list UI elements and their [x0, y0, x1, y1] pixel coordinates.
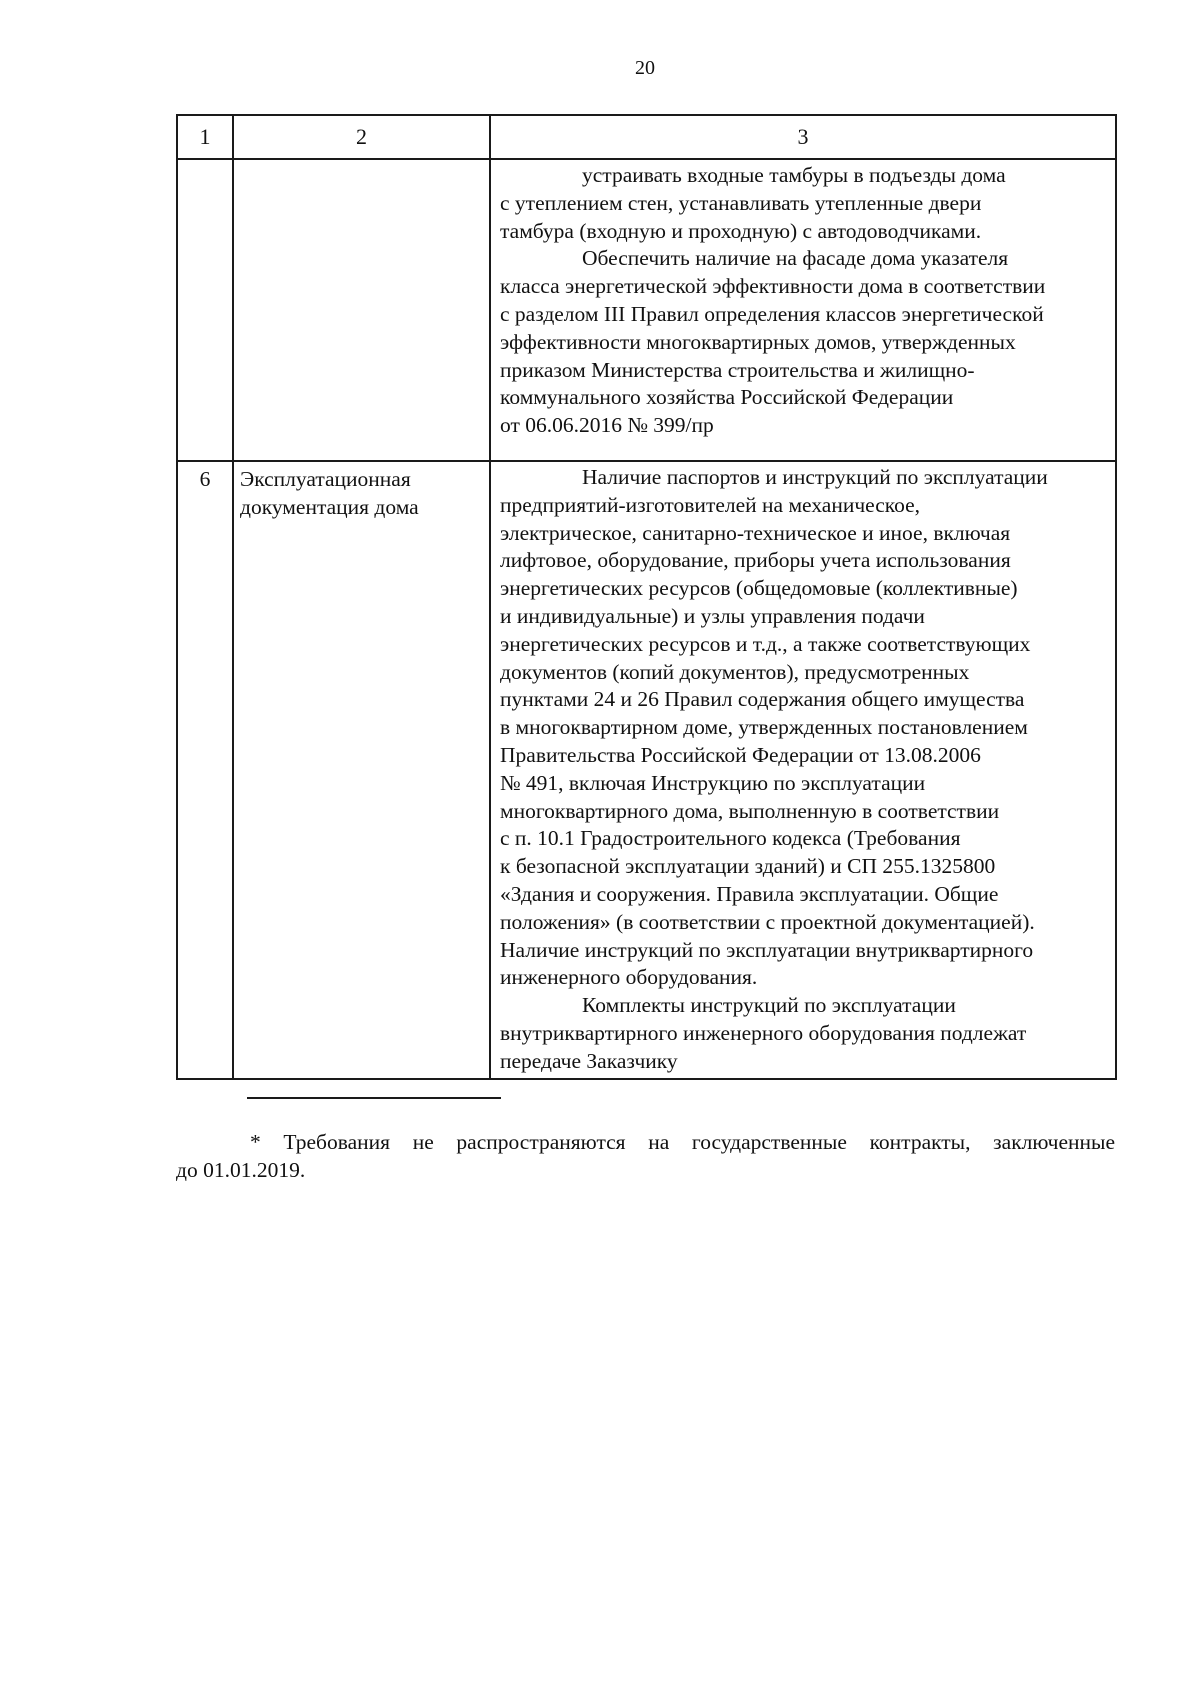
table-row: [177, 159, 1116, 461]
text-line: эффективности многоквартирных домов, утвержденных: [500, 329, 1016, 354]
footnote: [176, 1128, 1115, 1184]
text-line: Обеспечить наличие на фасаде дома указателя: [582, 246, 1009, 271]
text-line: Наличие инструкций по эксплуатации внутриквартирного: [500, 937, 1034, 962]
text-line: приказом Министерства строительства и жилищно-: [500, 357, 975, 382]
row-text-cell: [490, 159, 1116, 461]
table-header-row: [177, 115, 1116, 159]
text-line: передаче Заказчику: [500, 1048, 678, 1073]
text-line: класса энергетической эффективности дома в соответствии: [500, 274, 1046, 299]
text-line: пунктами 24 и 26 Правил содержания общего имущества: [500, 687, 1025, 712]
text-line: многоквартирного дома, выполненную в соответствии: [500, 798, 1000, 823]
column-header-1: 1: [177, 115, 233, 159]
text-line: документов (копий документов), предусмотренных: [500, 659, 970, 684]
text-line: коммунального хозяйства Российской Федерации: [500, 385, 954, 410]
text-line: от 06.06.2016 № 399/пр: [500, 413, 714, 438]
text-line: в многоквартирном доме, утвержденных постановлением: [500, 715, 1028, 740]
text-line: Правительства Российской Федерации от 13.08.2006: [500, 742, 981, 767]
row-name-cell: Эксплуатационная документация дома: [233, 461, 490, 1079]
text-line: тамбура (входную и проходную) с автодоводчиками.: [500, 218, 982, 243]
text-line: с разделом III Правил определения классов энергетической: [500, 301, 1044, 326]
text-line: предприятий-изготовителей на механическое,: [500, 492, 921, 517]
text-line: лифтовое, оборудование, приборы учета использования: [500, 548, 1011, 573]
row-name-cell: [233, 159, 490, 461]
row-number-cell: [177, 159, 233, 461]
text-line: внутриквартирного инженерного оборудования подлежат: [500, 1020, 1027, 1045]
footnote-separator: [247, 1097, 501, 1099]
text-line: с утеплением стен, устанавливать утепленные двери: [500, 190, 982, 215]
requirements-table: [176, 114, 1117, 1080]
text-line: с п. 10.1 Градостроительного кодекса (Требования: [500, 826, 961, 851]
column-header-2: 2: [233, 115, 490, 159]
text-line: электрическое, санитарно-техническое и иное, включая: [500, 520, 1011, 545]
text-line: энергетических ресурсов (общедомовые (коллективные): [500, 576, 1018, 601]
text-line: Комплекты инструкций по эксплуатации: [582, 993, 956, 1018]
text-line: энергетических ресурсов и т.д., а также соответствующих: [500, 631, 1031, 656]
row-number-cell: 6: [177, 461, 233, 1079]
text-line: устраивать входные тамбуры в подъезды дома: [582, 163, 1006, 187]
text-line: и индивидуальные) и узлы управления подачи: [500, 603, 925, 628]
footnote-line: до 01.01.2019.: [176, 1158, 306, 1182]
footnote-line: * Требования не распространяются на государственные контракты, заключенные: [250, 1130, 1115, 1154]
text-line: к безопасной эксплуатации зданий) и СП 255.1325800: [500, 854, 996, 879]
text-line: Наличие паспортов и инструкций по эксплуатации: [582, 465, 1048, 489]
text-line: «Здания и сооружения. Правила эксплуатации. Общие: [500, 881, 999, 906]
column-header-3: 3: [490, 115, 1116, 159]
text-line: № 491, включая Инструкцию по эксплуатации: [500, 770, 926, 795]
text-line: положения» (в соответствии с проектной документацией).: [500, 909, 1035, 934]
table-row: [177, 461, 1116, 1079]
text-line: инженерного оборудования.: [500, 965, 758, 990]
page-number: 20: [635, 57, 655, 79]
row-text-cell: [490, 461, 1116, 1079]
